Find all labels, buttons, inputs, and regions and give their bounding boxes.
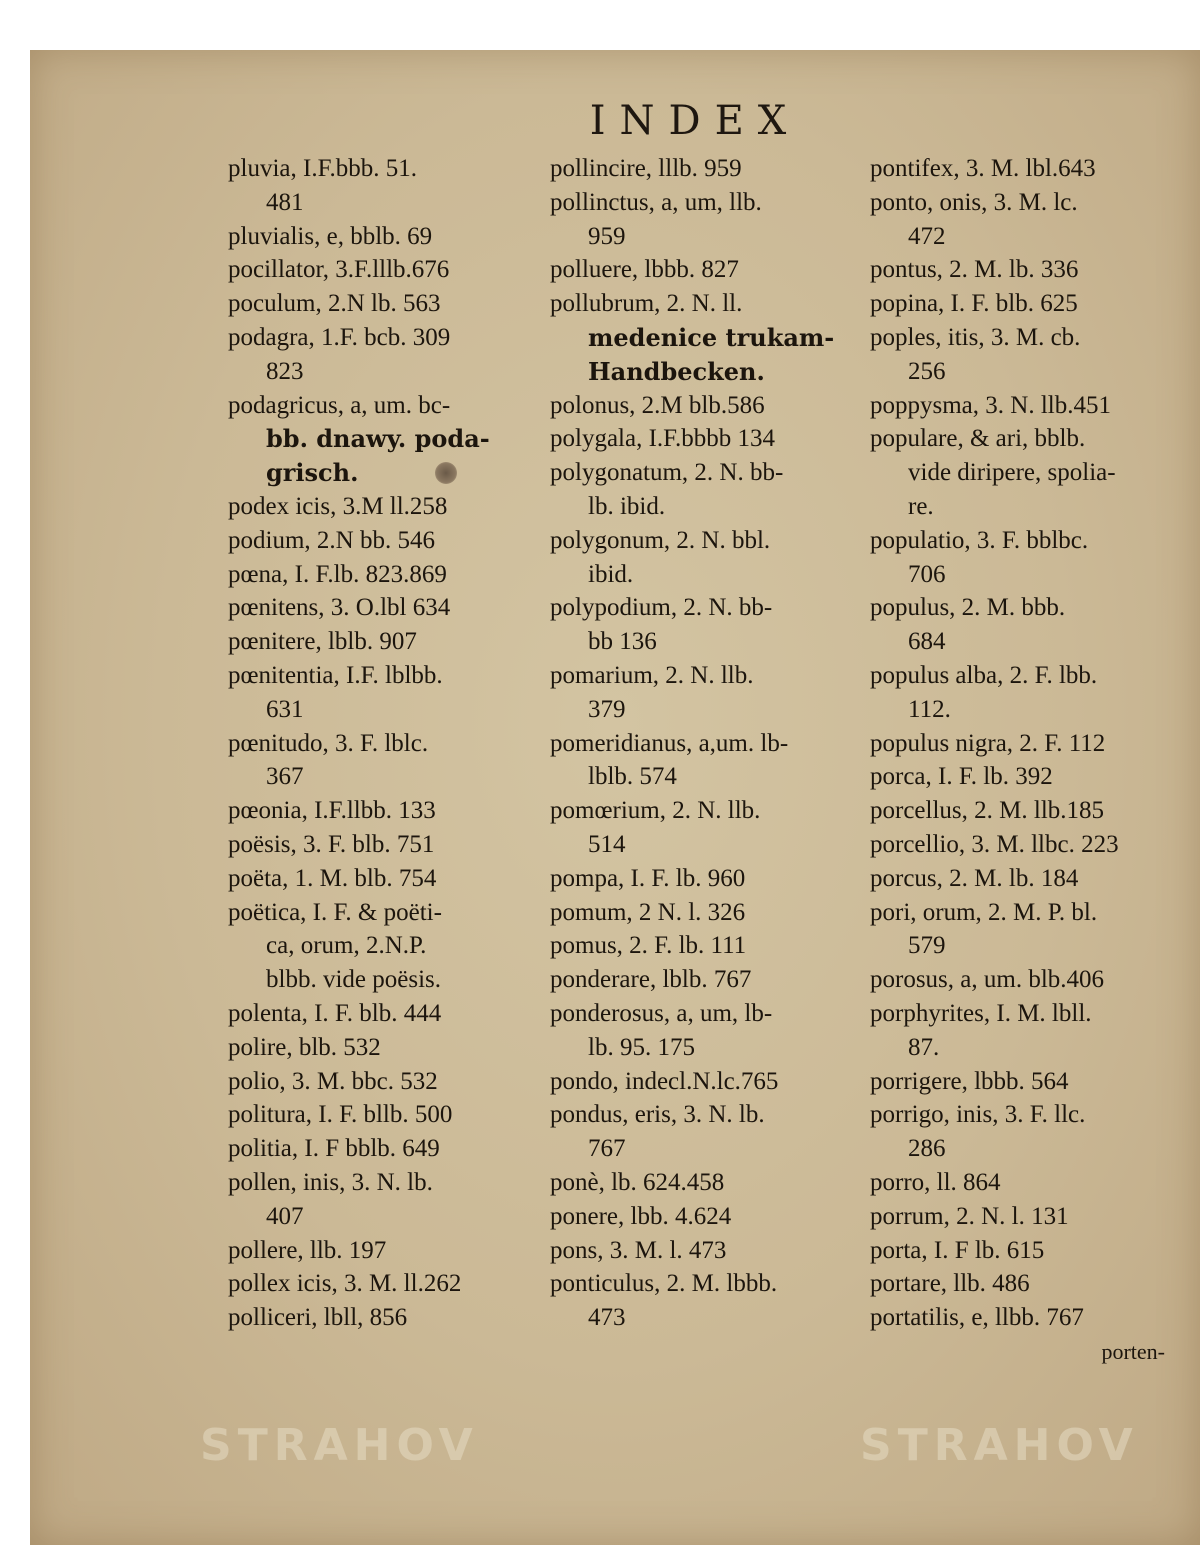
index-entry: bb. dnawy. poda- [266,424,490,454]
index-entry: medenice trukam- [588,322,835,352]
index-entry: blbb. vide poësis. [266,966,441,994]
catchword-container [870,1335,1165,1369]
index-entry: pluvialis, e, bblb. 69 [228,222,433,250]
index-entry: pœnitentia, I.F. lblbb. [228,661,443,689]
index-entry: polygonatum, 2. N. bb- [550,459,784,487]
index-entry: lb. ibid. [588,492,666,520]
index-entry: pomeridianus, a,um. lb- [550,729,789,757]
index-entry: polire, blb. 532 [228,1033,381,1061]
catchword: porten- [1101,1339,1165,1364]
index-entry: podex icis, 3.M ll.258 [228,492,448,520]
index-entry: popina, I. F. blb. 625 [870,290,1078,318]
index-entry: lblb. 574 [588,763,677,791]
index-entry: pollen, inis, 3. N. lb. [228,1168,433,1196]
index-entry: 256 [908,357,946,385]
index-entry: 514 [588,830,626,858]
index-entry: 286 [908,1135,946,1163]
index-entry: pluvia, I.F.bbb. 51. [228,155,417,182]
index-entry: 959 [588,222,626,250]
index-entry: pondo, indecl.N.lc.765 [550,1067,779,1095]
index-entry: politia, I. F bblb. 649 [228,1135,440,1163]
index-entry: 473 [588,1304,626,1332]
index-column-2 [550,152,845,1335]
index-entry: pontus, 2. M. lb. 336 [870,256,1079,284]
index-entry: polluere, lbbb. 827 [550,256,739,284]
index-entry: ibid. [588,560,634,588]
index-entry: pompa, I. F. lb. 960 [550,864,746,892]
index-entry: ponderare, lblb. 767 [550,966,752,994]
index-entry: podagricus, a, um. bc- [228,391,451,419]
index-entry: 706 [908,560,946,588]
index-entry: portare, llb. 486 [870,1270,1030,1298]
index-entry: pori, orum, 2. M. P. bl. [870,898,1098,926]
index-entry: podagra, 1.F. bcb. 309 [228,323,451,351]
index-entry: pœnitudo, 3. F. lblc. [228,729,429,757]
index-entry: pomus, 2. F. lb. 111 [550,932,747,960]
index-entry: porro, ll. 864 [870,1168,1001,1196]
index-entry: 684 [908,628,946,656]
index-entry: pomarium, 2. N. llb. [550,661,754,689]
index-entry: polio, 3. M. bbc. 532 [228,1067,438,1095]
index-entry: porcus, 2. M. lb. 184 [870,864,1079,892]
index-entry: pollubrum, 2. N. ll. [550,290,743,318]
index-entry: pocillator, 3.F.lllb.676 [228,256,450,284]
index-entry: pontifex, 3. M. lbl.643 [870,155,1096,182]
index-entry: pollere, llb. 197 [228,1236,387,1264]
index-entry: pœonia, I.F.llbb. 133 [228,797,436,825]
index-entry: pomœrium, 2. N. llb. [550,797,761,825]
index-entry: 367 [266,763,304,791]
index-entry: ponere, lbb. 4.624 [550,1202,732,1230]
index-entry: pollincire, lllb. 959 [550,155,742,182]
index-entry: ca, orum, 2.N.P. [266,932,427,960]
index-entry: 823 [266,357,304,385]
index-entry: 379 [588,695,626,723]
index-entry: re. [908,492,934,520]
index-entry: polenta, I. F. blb. 444 [228,999,442,1027]
index-entry: poppysma, 3. N. llb.451 [870,391,1111,419]
index-entry: polypodium, 2. N. bb- [550,594,773,622]
index-entry: 87. [908,1033,940,1061]
index-entry: populus alba, 2. F. lbb. [870,661,1098,689]
index-entry: 767 [588,1135,626,1163]
index-entry: pœna, I. F.lb. 823.869 [228,560,447,588]
index-entry: polonus, 2.M blb.586 [550,391,765,419]
index-entry: porrum, 2. N. l. 131 [870,1202,1069,1230]
index-entry: politura, I. F. bllb. 500 [228,1101,453,1129]
watermark: STRAHOV [200,1420,479,1471]
index-entry: polygonum, 2. N. bbl. [550,526,771,554]
page-header: INDEX [589,98,801,144]
index-entry: 631 [266,695,304,723]
index-entry: polygala, I.F.bbbb 134 [550,425,776,453]
index-entry: poëtica, I. F. & poëti- [228,898,442,926]
index-entry: pollex icis, 3. M. ll.262 [228,1270,462,1298]
index-entry: pœnitere, lblb. 907 [228,628,417,656]
index-entry: porcellus, 2. M. llb.185 [870,797,1105,825]
index-entry: porrigo, inis, 3. F. llc. [870,1101,1086,1129]
index-entry: Handbecken. [588,356,765,386]
index-entry: porrigere, lbbb. 564 [870,1067,1069,1095]
index-entry: poëta, 1. M. blb. 754 [228,864,437,892]
index-entry: pons, 3. M. l. 473 [550,1236,727,1264]
index-entry: lb. 95. 175 [588,1033,695,1061]
index-column-3 [870,152,1165,1335]
index-entry: porca, I. F. lb. 392 [870,763,1053,791]
index-entry: 112. [908,695,951,723]
index-entry: porcellio, 3. M. llbc. 223 [870,830,1119,858]
index-entry: pomum, 2 N. l. 326 [550,898,746,926]
index-entry: grisch. [266,458,359,488]
index-entry: poples, itis, 3. M. cb. [870,323,1081,351]
index-entry: ponto, onis, 3. M. lc. [870,188,1078,216]
index-entry: polliceri, lbll, 856 [228,1304,408,1332]
index-entry: podium, 2.N bb. 546 [228,526,435,554]
index-entry: populus nigra, 2. F. 112 [870,729,1106,757]
index-entry: porta, I. F lb. 615 [870,1236,1045,1264]
index-entry: porosus, a, um. blb.406 [870,966,1105,994]
index-entry: poculum, 2.N lb. 563 [228,290,441,318]
index-entry: porphyrites, I. M. lbll. [870,999,1092,1027]
index-entry: pœnitens, 3. O.lbl 634 [228,594,451,622]
index-entry: bb 136 [588,628,657,656]
index-entry: populus, 2. M. bbb. [870,594,1066,622]
index-entry: ponè, lb. 624.458 [550,1168,725,1196]
index-entry: vide diripere, spolia- [908,459,1116,487]
index-entry: 579 [908,932,946,960]
index-entry: populatio, 3. F. bblbc. [870,526,1089,554]
watermark: STRAHOV [860,1420,1139,1471]
index-entry: portatilis, e, llbb. 767 [870,1304,1084,1332]
index-entry: pondus, eris, 3. N. lb. [550,1101,765,1129]
index-entry: ponticulus, 2. M. lbbb. [550,1270,778,1298]
index-entry: poësis, 3. F. blb. 751 [228,830,435,858]
index-entry: 481 [266,188,304,216]
index-entry: pollinctus, a, um, llb. [550,188,762,216]
index-entry: populare, & ari, bblb. [870,425,1086,453]
index-entry: ponderosus, a, um, lb- [550,999,773,1027]
index-column-1 [228,152,538,1335]
index-entry: 472 [908,222,946,250]
index-entry: 407 [266,1202,304,1230]
